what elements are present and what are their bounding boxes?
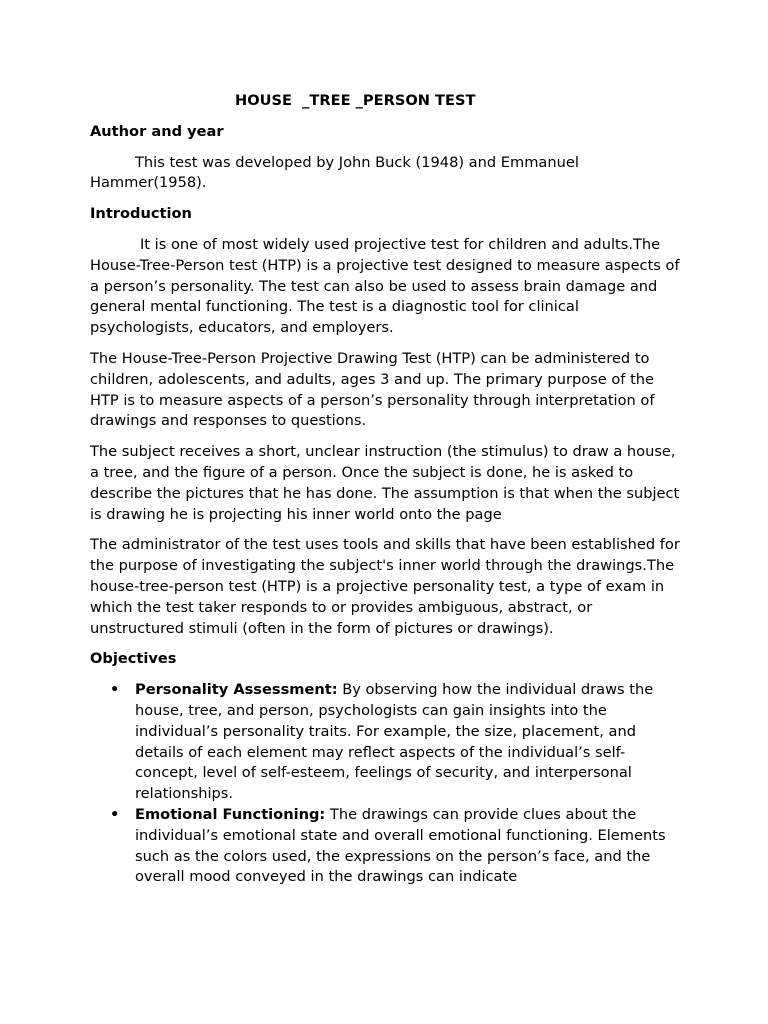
objectives-list (90, 680, 680, 888)
document-title: HOUSE _TREE _PERSON TEST (235, 92, 476, 109)
bullet-icon: • (110, 805, 120, 823)
section-heading-author: Author and year (90, 122, 224, 140)
bullet-icon: • (110, 681, 120, 699)
intro-paragraph-4: The administrator of the test uses tools and skills that have been established for the purpose of investigating the subject's inner world through the drawings.The house-tree-person test (HTP) is a projective personality test, a type of exam in which the test taker responds to or provides ambiguous, abstract, or unstructured stimuli (often in the form of pictures or drawings). (90, 536, 680, 637)
objective-lead: Emotional Functioning: (135, 805, 326, 823)
section-heading-introduction: Introduction (90, 205, 192, 223)
author-paragraph: This test was developed by John Buck (1948) and Emmanuel Hammer(1958). (90, 153, 579, 192)
intro-paragraph-1: It is one of most widely used projective test for children and adults.The House-Tree-Person test (HTP) is a projective test designed to measure aspects of a person’s personality. The test can also be used to assess brain damage and general mental functioning. The test is a diagnostic tool for clinical psychologists, educators, and employers. (90, 235, 680, 337)
intro-paragraph-3: The subject receives a short, unclear instruction (the stimulus) to draw a house, a tree, and the figure of a person. Once the subject is done, he is asked to describe the pictures that he has done. The assumption is that when the subject is drawing he is projecting his inner world onto the page (90, 443, 680, 523)
document-page (90, 91, 680, 888)
objective-lead: Personality Assessment: (135, 681, 338, 699)
section-heading-objectives: Objectives (90, 650, 177, 668)
objective-text: The drawings can provide clues about the individual’s emotional state and overall emotional functioning. Elements such as the colors used, the expressions on the person’s face, and the overall mood conveyed in the drawings can indicate (135, 805, 666, 886)
intro-paragraph-2: The House-Tree-Person Projective Drawing Test (HTP) can be administered to children, adolescents, and adults, ages 3 and up. The primary purpose of the HTP is to measure aspects of a person’s personality through interpretation of drawings and responses to questions. (90, 349, 655, 430)
objective-text: By observing how the individual draws the house, tree, and person, psychologists can gain insights into the individual’s personality traits. For example, the size, placement, and details of each element may reflect aspects of the individual’s self-concept, level of self-esteem, feelings of security, and interpersonal relationships. (135, 681, 654, 803)
list-item (90, 680, 680, 805)
list-item (90, 805, 680, 888)
